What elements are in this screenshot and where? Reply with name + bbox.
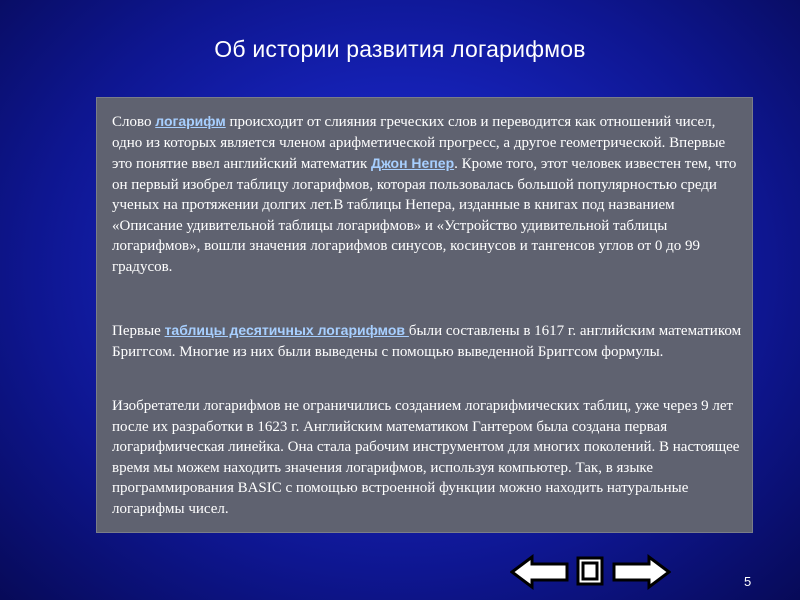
paragraph-1-text-1: Слово <box>112 114 156 130</box>
paragraph-1-text-3: . Кроме того, этот человек известен тем, что он первый изобрел таблицу логарифмов, которая пользовалась большой популярностью среди ученых на протяжении долгих лет.В таблицы Непера, изданные в книгах под названием «Описание удивительной таблицы логарифмов» и «Устройство удивительной таблицы логарифмов», вошли значения логарифмов синусов, косинусов и тангенсов углов от 0 до 99 градусов. <box>112 156 737 275</box>
arrow-right-icon <box>614 557 669 587</box>
link-john-napier[interactable]: Джон Непер <box>370 155 455 171</box>
slide-title: Об истории развития логарифмов <box>214 36 586 62</box>
paragraph-1 <box>112 111 748 277</box>
link-logarithm[interactable]: логарифм <box>155 113 226 129</box>
home-button[interactable] <box>575 553 605 591</box>
next-slide-button[interactable] <box>611 553 671 591</box>
paragraph-3 <box>112 396 748 519</box>
page-number: 5 <box>744 574 752 589</box>
prev-slide-button[interactable] <box>510 553 570 591</box>
paragraph-2-text-2: были составлены в 1617 г. английским математиком Бриггсом. Многие из них были выведены с помощью выведенной Бриггсом формулы. <box>112 323 742 360</box>
link-decimal-log-tables[interactable]: таблицы десятичных логарифмов <box>164 322 409 338</box>
home-square-icon <box>578 558 602 584</box>
paragraph-3-text-1: Изобретатели логарифмов не ограничились созданием логарифмических таблиц, уже через 9 лет после их разработки в 1623 г. Английским математиком Гантером была создана первая логарифмическая линейка. Она стала рабочим инструментом для многих поколений. В настоящее время мы можем находить значения логарифмов, используя компьютер. Так, в языке программирования BASIC с помощью встроенной функции можно находить натуральные логарифмы чисел. <box>112 398 740 517</box>
paragraph-2-text-1: Первые <box>112 323 165 339</box>
paragraph-2 <box>112 320 748 362</box>
arrow-left-icon <box>512 557 567 587</box>
paragraph-1-text-2: происходит от слияния греческих слов и переводится как отношений чисел, одно из которых является членом арифметической прогресс, а другое геометрической. Впервые это понятие ввел английский математик <box>112 114 726 172</box>
